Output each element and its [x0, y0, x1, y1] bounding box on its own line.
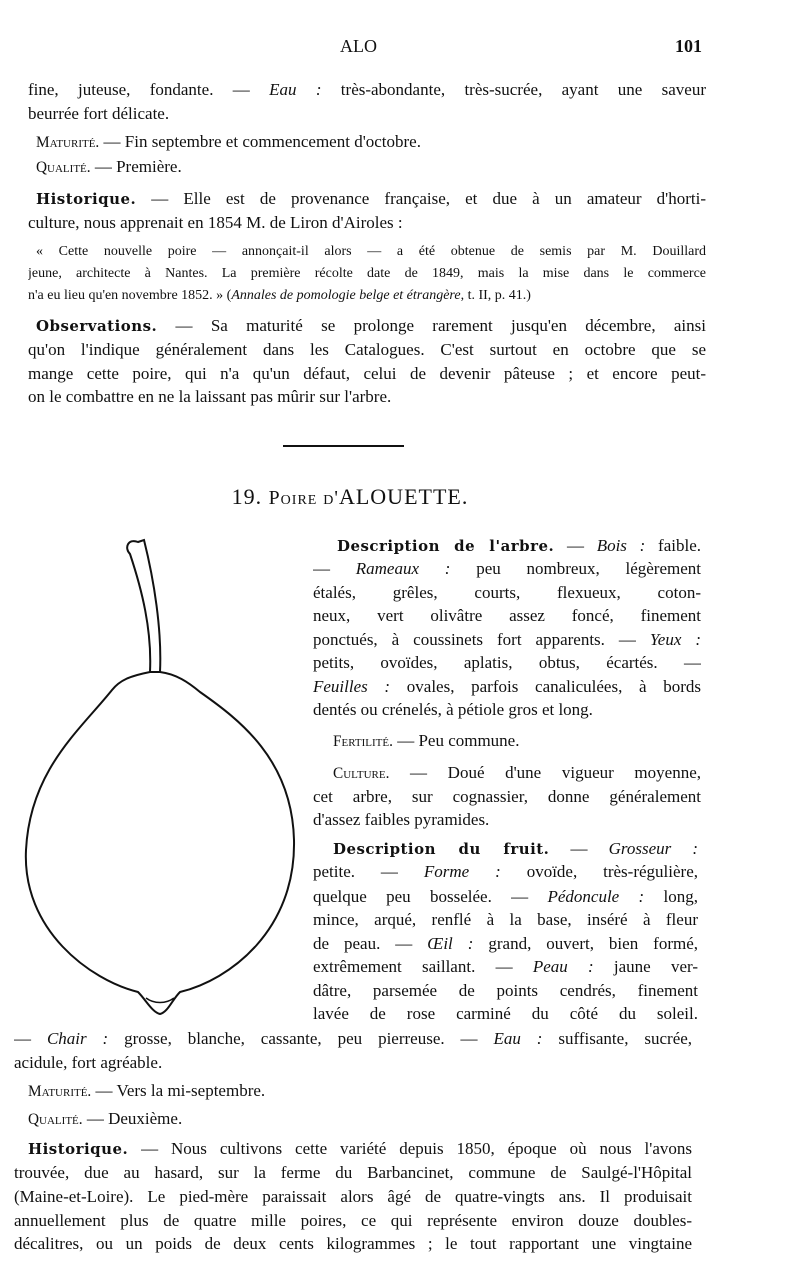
text-line	[313, 583, 701, 603]
text-segment: fine, juteuse, fondante. —	[28, 80, 270, 99]
text-segment: ovales, parfois canaliculées, à bords	[390, 677, 701, 696]
text-line	[36, 157, 706, 177]
text-segment: dentés ou crénelés, à pétiole gros et long.	[313, 700, 593, 719]
field-label: Fertilité.	[333, 733, 393, 750]
text-line	[333, 839, 698, 859]
text-segment: — Elle est de provenance française, et due à un amateur d'horti-	[136, 189, 706, 208]
italic-term: Œil :	[427, 934, 474, 953]
italic-term: Forme :	[423, 862, 501, 881]
text-segment: grosse, blanche, cassante, peu pierreuse. —	[108, 1029, 494, 1048]
italic-term: Bois :	[596, 536, 646, 555]
text-line	[313, 934, 698, 954]
text-line	[337, 536, 701, 556]
italic-term: Peau :	[532, 957, 594, 976]
text-segment: mince, arqué, renflé à la base, inséré à fleur	[313, 910, 698, 929]
text-line	[313, 606, 701, 626]
text-segment: — Vers la mi-septembre.	[91, 1081, 266, 1100]
italic-term: Pédoncule :	[547, 887, 645, 906]
text-segment: grand, ouvert, bien formé,	[473, 934, 698, 953]
text-segment: long,	[644, 887, 698, 906]
text-line	[36, 316, 706, 336]
text-line	[28, 80, 706, 100]
running-title: ALO	[340, 36, 377, 56]
text-line	[313, 981, 698, 1001]
text-segment: —	[313, 559, 356, 578]
text-segment: cet arbre, sur cognassier, donne généralement	[313, 787, 701, 806]
text-segment: « Cette nouvelle poire — annonçait-il alors — a été obtenue de semis par M. Douillard	[36, 244, 706, 259]
text-segment: —	[549, 839, 609, 858]
text-segment: suffisante, sucrée,	[542, 1029, 692, 1048]
text-line	[28, 1081, 688, 1101]
section-heading: Historique.	[28, 1140, 129, 1158]
text-line	[313, 862, 698, 882]
text-segment: — Première.	[90, 157, 182, 176]
text-segment: —	[14, 1029, 47, 1048]
text-segment: n'a eu lieu qu'en novembre 1852. » (	[28, 288, 232, 303]
italic-term: Annales de pomologie belge et étrangère	[231, 288, 461, 303]
italic-term: Chair :	[46, 1029, 109, 1048]
text-segment: beurrée fort délicate.	[28, 104, 170, 123]
text-segment: petits, ovoïdes, aplatis, obtus, écartés. —	[313, 653, 701, 672]
text-segment: faible.	[645, 536, 701, 555]
text-segment: — Nous cultivons cette variété depuis 1850, époque où nous l'avons	[128, 1139, 692, 1158]
field-label: Qualité.	[28, 1111, 83, 1128]
field-label: Maturité.	[36, 134, 100, 151]
pear-stem	[127, 540, 160, 672]
text-line	[313, 1004, 698, 1024]
section-heading: Description du fruit.	[333, 840, 550, 858]
section-title	[200, 484, 500, 510]
text-segment: qu'on l'indique généralement dans les Catalogues. C'est surtout en octobre que se	[28, 340, 706, 359]
text-line	[14, 1163, 692, 1183]
field-label: Maturité.	[28, 1083, 92, 1100]
pear-calyx	[146, 998, 174, 1003]
text-line	[28, 104, 706, 124]
text-segment: ponctués, à coussinets fort apparents. —	[313, 630, 650, 649]
text-line	[313, 677, 701, 697]
text-line	[36, 189, 706, 209]
text-line	[14, 1211, 692, 1231]
text-line	[14, 1187, 692, 1207]
text-line	[36, 132, 706, 152]
text-segment: annuellement plus de quatre mille poires, ce qui représente environ douze doubles-	[14, 1211, 692, 1230]
pear-illustration	[20, 530, 310, 1020]
text-line	[313, 559, 701, 579]
section-heading: Description de l'arbre.	[337, 537, 555, 555]
italic-term: Grosseur :	[608, 839, 698, 858]
text-line	[313, 700, 701, 720]
text-line	[313, 957, 698, 977]
text-line	[28, 264, 706, 284]
text-segment: , t. II, p. 41.)	[460, 288, 531, 303]
text-segment: — Doué d'une vigueur moyenne,	[389, 763, 701, 782]
text-segment: culture, nous apprenait en 1854 M. de Liron d'Airoles :	[28, 213, 403, 232]
text-line	[14, 1234, 692, 1254]
text-segment: ovoïde, très-régulière,	[500, 862, 698, 881]
text-line	[14, 1053, 692, 1073]
pear-body	[26, 672, 294, 1014]
text-line	[28, 1109, 688, 1129]
section-heading: Observations.	[36, 317, 158, 335]
section-heading: Historique.	[36, 190, 137, 208]
field-label: Culture.	[333, 765, 390, 782]
text-line	[28, 340, 706, 360]
text-segment: jeune, architecte à Nantes. La première récolte date de 1849, mais la mise dans le commerce	[28, 266, 706, 281]
text-segment: mange cette poire, qui n'a qu'un défaut, celui de devenir pâteuse ; et encore peut-	[28, 364, 706, 383]
text-segment: peu nombreux, légèrement	[450, 559, 701, 578]
text-segment: lavée de rose carminé du côté du soleil.	[313, 1004, 698, 1023]
text-line	[313, 910, 698, 930]
section-name: ALOUETTE.	[338, 484, 469, 509]
text-segment: dâtre, parsemée de points cendrés, finement	[313, 981, 698, 1000]
text-segment: on le combattre en ne la laissant pas mûrir sur l'arbre.	[28, 387, 392, 406]
text-line	[28, 213, 706, 233]
text-segment: jaune ver-	[593, 957, 698, 976]
text-line	[28, 1139, 692, 1159]
text-line	[28, 387, 706, 407]
text-segment: très-abondante, très-sucrée, ayant une saveur	[321, 80, 706, 99]
text-line	[333, 763, 701, 783]
text-line	[36, 242, 706, 262]
text-segment: d'assez faibles pyramides.	[313, 810, 490, 829]
text-line	[313, 887, 698, 907]
text-segment: — Sa maturité se prolonge rarement jusqu'en décembre, ainsi	[157, 316, 706, 335]
section-divider	[283, 445, 404, 447]
text-segment: —	[554, 536, 597, 555]
text-segment: petite. —	[313, 862, 424, 881]
field-label: Qualité.	[36, 159, 91, 176]
section-prefix: Poire d'	[268, 487, 339, 509]
text-segment: — Fin septembre et commencement d'octobre.	[99, 132, 421, 151]
text-line	[313, 787, 701, 807]
text-line	[313, 653, 701, 673]
text-segment: (Maine-et-Loire). Le pied-mère paraissait alors âgé de quatre-vingts ans. Il produisait	[14, 1187, 692, 1206]
text-line	[313, 810, 701, 830]
text-line	[14, 1029, 692, 1049]
text-line	[28, 286, 678, 306]
text-line	[313, 630, 701, 650]
text-segment: trouvée, due au hasard, sur la ferme du Barbancinet, commune de Saulgé-l'Hôpital	[14, 1163, 692, 1182]
italic-term: Eau :	[493, 1029, 543, 1048]
italic-term: Feuilles :	[313, 677, 391, 696]
text-segment: étalés, grêles, courts, flexueux, coton-	[313, 583, 701, 602]
text-segment: décalitres, ou un poids de deux cents kilogrammes ; le tout rapportant une vingtaine	[14, 1234, 692, 1253]
italic-term: Rameaux :	[355, 559, 451, 578]
text-segment: de peau. —	[313, 934, 428, 953]
italic-term: Eau :	[269, 80, 322, 99]
text-line	[333, 731, 701, 751]
italic-term: Yeux :	[649, 630, 701, 649]
text-line	[28, 364, 706, 384]
page-number: 101	[675, 36, 702, 56]
text-segment: — Peu commune.	[392, 731, 520, 750]
text-segment: extrêmement saillant. —	[313, 957, 533, 976]
section-number: 19.	[231, 484, 263, 509]
text-segment: — Deuxième.	[82, 1109, 183, 1128]
text-segment: quelque peu bosselée. —	[313, 887, 548, 906]
text-segment: acidule, fort agréable.	[14, 1053, 163, 1072]
text-segment: neux, vert olivâtre assez foncé, finement	[313, 606, 701, 625]
